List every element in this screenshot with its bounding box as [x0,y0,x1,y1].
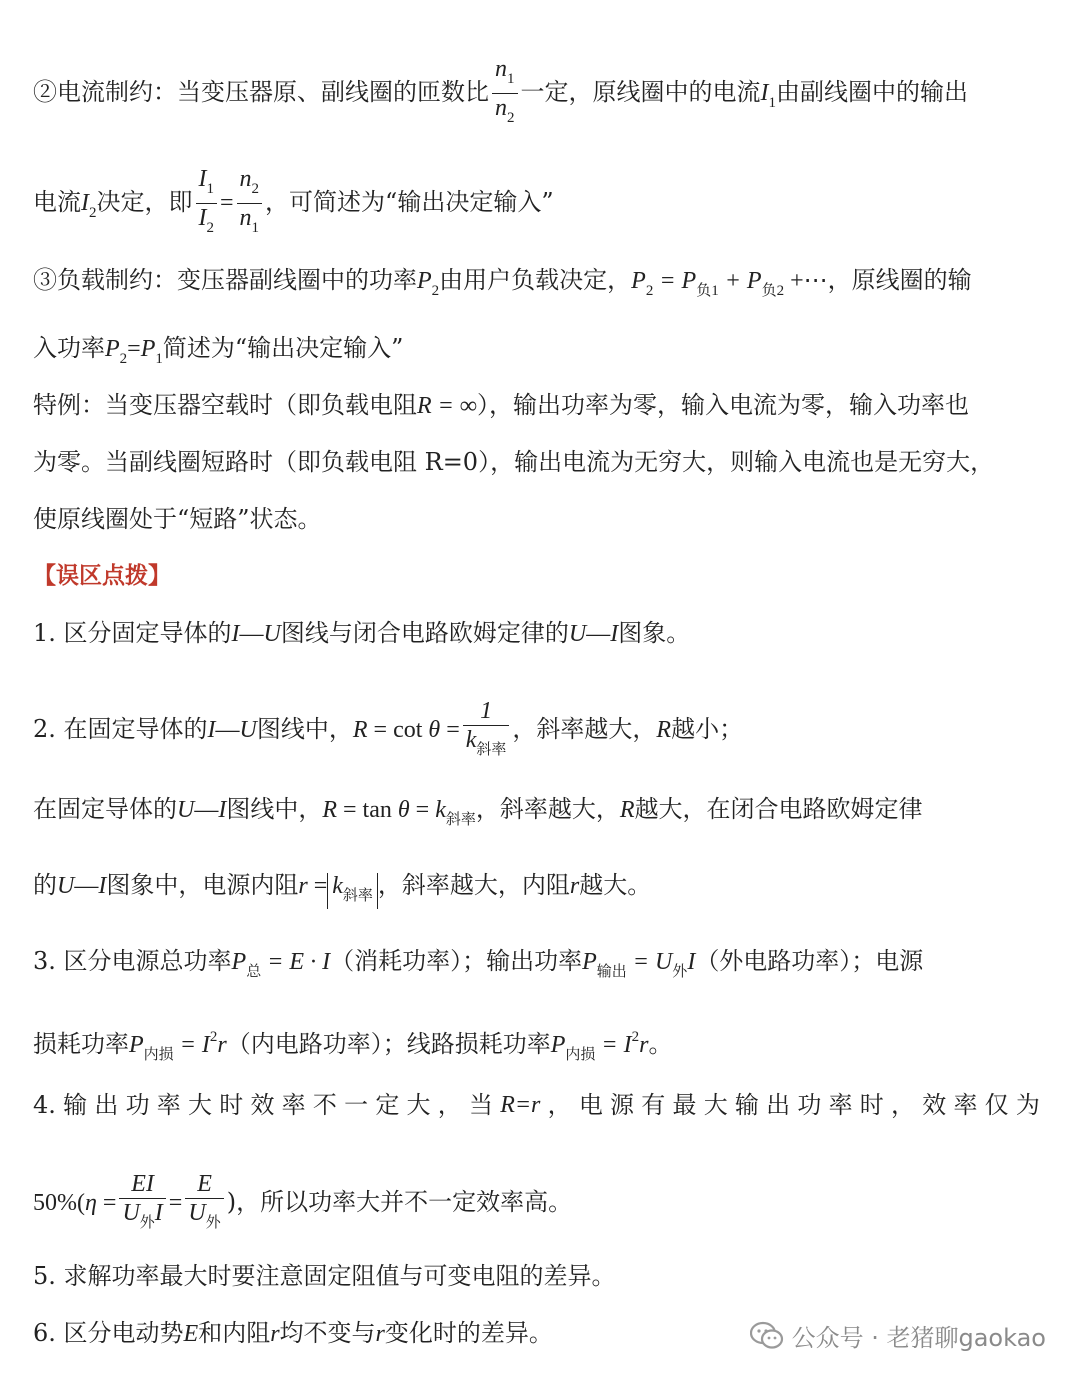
math-func: = cot [367,717,429,743]
word: 定 [375,1091,400,1119]
frac-den-sub: 斜率 [476,742,507,758]
math-var: θ [397,797,410,823]
text: ，可简述为“输出决定输入” [265,188,554,216]
math-var: R [619,797,635,823]
frac-den-sub: 外 [139,1215,155,1231]
word: 时 [219,1091,244,1119]
text: 决定，即 [96,188,193,216]
text: 简述为“输出决定输入” [162,334,404,362]
text: ），输出功率为零，输入电流为零，输入功率也 [476,391,969,419]
math-var: I [610,621,619,647]
fraction-current-ratio [196,165,218,242]
math-var: U [263,621,281,647]
word: 电 [578,1091,603,1119]
word: 功 [797,1091,822,1119]
word: 源 [610,1091,635,1119]
frac-num: EI [131,1171,154,1197]
text: 图线中， [256,715,353,743]
math-var: U [568,621,587,647]
text: 3. 区分电源总功率 [33,947,232,975]
wechat-icon [750,1321,784,1351]
word: 仅 [984,1091,1009,1119]
frac-num-sub: 2 [251,181,260,197]
word: 不 [312,1091,337,1119]
text: ，斜率越大， [475,795,620,823]
math-dash: — [74,873,99,899]
frac-den-sub: 2 [507,110,515,126]
watermark-text: 公众号 · 老猪聊gaokao [791,1324,1046,1352]
text: 图线中， [226,795,323,823]
math-var: U [239,717,257,743]
math-eq: = [409,797,436,823]
math-ellipsis: +⋯ [784,268,828,294]
math-var: U [177,797,195,823]
frac-num: n [239,166,252,192]
math-sub: 斜率 [445,812,476,828]
math-var: P [582,949,597,975]
math-var: P [105,336,120,362]
math-sub: 外 [672,964,688,980]
math-var: k [332,873,343,899]
math-var: I [81,190,89,216]
math-sub: 负1 [696,283,719,299]
word: 效 [250,1091,275,1119]
word: 一 [344,1091,369,1119]
text-line-7: 使原线圈处于“短路”状态。 [33,505,322,533]
text: 越小； [671,715,744,743]
frac-num-sub: 1 [206,181,214,197]
math-var: P [417,268,432,294]
text: （内电路功率）；线路损耗功率 [226,1030,551,1058]
word: 输 [63,1091,88,1119]
fraction-turns-ratio-inverse [237,165,263,242]
math-eq: = [307,873,328,899]
math-sub: 斜率 [342,888,373,904]
point-5: 5. 求解功率最大时要注意固定阻值与可变电阻的差异。 [33,1262,616,1290]
math-var: = P [653,268,697,294]
word: 时 [859,1091,884,1119]
math-var: r [298,873,308,899]
math-var: r [639,1032,649,1058]
math-var: I [687,949,696,975]
word: 当 [468,1091,493,1119]
math-var: r [270,1321,280,1347]
word: 功 [125,1091,150,1119]
text: 50%( [33,1190,85,1216]
math-var: P [140,336,156,362]
word: 出 [766,1091,791,1119]
frac-num: E [197,1171,212,1197]
text: 特例：当变压器空载时（即负载电阻 [33,391,417,419]
text: ，原线圈的输 [827,266,972,294]
text: 1. 区分固定导体的 [33,619,232,647]
text: 由用户负载决定， [439,266,632,294]
text: 越大。 [579,871,652,899]
math-eq: = [220,190,234,216]
frac-den: n [495,95,507,121]
text: 越大，在闭合电路欧姆定律 [634,795,923,823]
math-dash: — [239,621,264,647]
text: 由副线圈中的输出 [776,78,968,106]
math-eq: = [168,1190,183,1216]
text: 损耗功率 [33,1030,129,1058]
text: 变化时的差异。 [384,1319,553,1347]
text: 图象。 [618,619,691,647]
word: R=r [500,1092,541,1118]
math-var: k [435,797,446,823]
fraction-turns-ratio [492,55,518,132]
point-6 [33,1318,553,1349]
math-var: = I [173,1032,210,1058]
text: ②电流制约：当变压器原、副线圈的匝数比 [33,78,489,106]
math-var: = I [595,1032,632,1058]
math-var: r [217,1032,227,1058]
word: 为 [1015,1091,1040,1119]
math-func: = tan [337,797,398,823]
point-3-cont [33,1022,672,1070]
text: 图象中，电源内阻 [106,871,299,899]
math-sub: 1 [768,95,776,111]
word: 最 [672,1091,697,1119]
fraction-efficiency-2 [185,1170,223,1237]
text-line-6: 为零。当副线圈短路时（即负载电阻 R=0），输出电流为无穷大，则输入电流也是无穷大， [33,448,995,476]
math-dash: — [215,717,240,743]
point-1 [33,618,690,649]
text-line-3 [33,265,972,306]
text-line-2 [33,165,554,242]
math-sub: 总 [246,964,262,980]
text-line-1 [33,55,968,132]
math-eq: = [96,1190,117,1216]
frac-num: n [495,56,507,82]
math-var: I [760,80,769,106]
frac-den: U [122,1200,140,1226]
text: 入功率 [33,334,105,362]
text-line-4 [33,333,403,374]
frac-den: U [188,1200,206,1226]
abs-value [327,873,378,909]
math-var: r [375,1321,385,1347]
math-var: θ [428,717,441,743]
math-dash: — [194,797,219,823]
word: ， [547,1091,572,1119]
text: （消耗功率）；输出功率 [330,947,583,975]
frac-den: n [239,205,252,231]
math-var: R [322,797,338,823]
math-sub: 负2 [761,283,785,299]
text: ③负载制约：变压器副线圈中的功率 [33,266,417,294]
text: 和内阻 [198,1319,271,1347]
text-line-5 [33,390,969,421]
point-3 [33,946,923,987]
math-dash: — [586,621,611,647]
text: 。 [648,1030,673,1058]
text: ，斜率越大， [512,715,657,743]
word: 率 [156,1091,181,1119]
text: 在固定导体的 [33,795,177,823]
frac-den-sub: 2 [206,220,214,236]
math-var: η [84,1190,97,1216]
text: 一定，原线圈中的电流 [520,78,761,106]
word: 输 [734,1091,759,1119]
math-sub: 内损 [565,1047,596,1063]
text: （外电路功率）；电源 [695,947,924,975]
point-2 [33,697,743,764]
math-sub: 2 [119,351,128,367]
point-2-cont-1 [33,794,923,835]
text: ，斜率越大，内阻 [377,871,570,899]
math-sub: 内损 [143,1047,174,1063]
math-sub: 输出 [596,964,627,980]
word: 有 [641,1091,666,1119]
word: 大 [703,1091,728,1119]
frac-den-sub: 外 [205,1215,221,1231]
frac-num: I [198,166,207,192]
math-eq: = [127,336,141,362]
math-var: P [231,949,247,975]
math-var: E [183,1321,199,1347]
math-var: I [218,797,227,823]
math-var: I [231,621,240,647]
math-var: U [57,873,75,899]
math-var: P [129,1032,144,1058]
word: 率 [281,1091,306,1119]
math-var: P [631,268,646,294]
frac-num: 1 [480,698,493,724]
math-var: R [352,717,368,743]
math-var: r [569,873,580,899]
math-sup: 2 [209,1029,218,1045]
math-sub: 2 [645,283,654,299]
frac-num-sub: 1 [507,71,515,87]
text: 图线与闭合电路欧姆定律的 [280,619,569,647]
word: 出 [94,1091,119,1119]
text: 的 [33,871,57,899]
frac-den: k [465,727,477,753]
math-sub: 2 [431,283,440,299]
text: 2. 在固定导体的 [33,715,208,743]
text: 6. 区分电动势 [33,1319,184,1347]
math-sup: 2 [631,1029,640,1045]
text: 均不变与 [279,1319,376,1347]
point-4 [33,1090,1040,1120]
word: 大 [188,1091,212,1119]
math-var: + P [718,268,762,294]
frac-den-b: I [154,1200,163,1226]
math-var: = U [626,949,673,975]
word: ， [891,1091,916,1119]
word: 率 [953,1091,978,1119]
point-2-cont-2 [33,870,651,909]
math-var: I [207,717,216,743]
frac-den-sub: 1 [251,220,260,236]
math-sub: 2 [89,205,97,221]
frac-den: I [198,205,207,231]
math-expr: R = ∞ [417,393,477,419]
math-var: I [98,873,107,899]
math-var: R [656,717,672,743]
math-sub: 1 [155,351,163,367]
math-expr: = E · I [261,949,331,975]
word: 效 [922,1091,947,1119]
word: 率 [828,1091,853,1119]
text: 电流 [33,188,81,216]
point-4-cont [33,1170,572,1237]
word: 大 [406,1091,431,1119]
word: ， [437,1091,462,1119]
section-heading: 【误区点拨】 [33,563,171,589]
text: )，所以功率大并不一定效率高。 [226,1188,573,1216]
fraction-efficiency-1 [119,1170,165,1237]
math-var: P [550,1032,566,1058]
fraction-inverse-slope [463,697,510,764]
word: 4. [33,1091,56,1119]
watermark [750,1318,1046,1353]
math-eq: = [440,717,460,743]
